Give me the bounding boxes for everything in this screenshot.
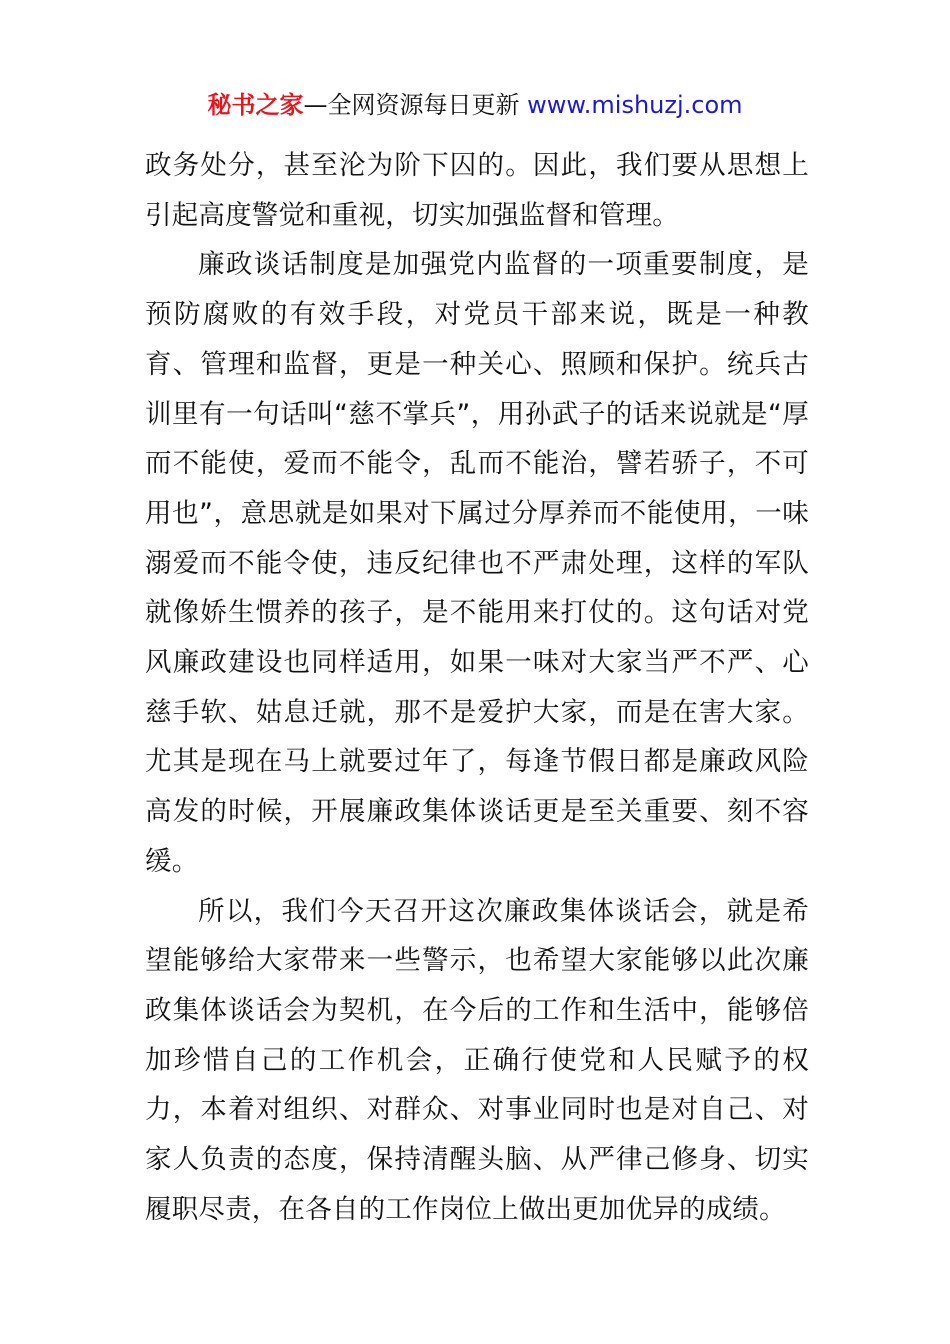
page-header bbox=[0, 88, 950, 122]
paragraph-talk-system: 廉政谈话制度是加强党内监督的一项重要制度，是预防腐败的有效手段，对党员干部来说，既是一种教育、管理和监督，更是一种关心、照顾和保护。统兵古训里有一句话叫“慈不掌兵”，用孙武子的话来说就是“厚而不能使，爱而不能令，乱而不能治，譬若骄子，不可用也”，意思就是如果对下属过分厚养而不能使用，一味溺爱而不能令使，违反纪律也不严肃处理，这样的军队就像娇生惯养的孩子，是不能用来打仗的。这句话对党风廉政建设也同样适用，如果一味对大家当严不严、心慈手软、姑息迁就，那不是爱护大家，而是在害大家。尤其是现在马上就要过年了，每逢节假日都是廉政风险高发的时候，开展廉政集体谈话更是至关重要、刻不容缓。 bbox=[145, 249, 809, 877]
brand-name: 秘书之家 bbox=[207, 91, 304, 119]
paragraph-conclusion: 所以，我们今天召开这次廉政集体谈话会，就是希望能够给大家带来一些警示，也希望大家能够以此次廉政集体谈话会为契机，在今后的工作和生活中，能够倍加珍惜自己的工作机会，正确行使党和人民赋予的权力，本着对组织、对群众、对事业同时也是对自己、对家人负责的态度，保持清醒头脑、从严律己修身、切实履职尽责，在各自的工作岗位上做出更加优异的成绩。 bbox=[145, 895, 809, 1225]
header-tagline: —全网资源每日更新 bbox=[303, 91, 528, 119]
paragraph-continued: 政务处分，甚至沦为阶下囚的。因此，我们要从思想上引起高度警觉和重视，切实加强监督和管理。 bbox=[145, 150, 809, 231]
document-body bbox=[145, 141, 809, 1234]
site-url-link[interactable]: www.mishuzj.com bbox=[527, 91, 743, 119]
